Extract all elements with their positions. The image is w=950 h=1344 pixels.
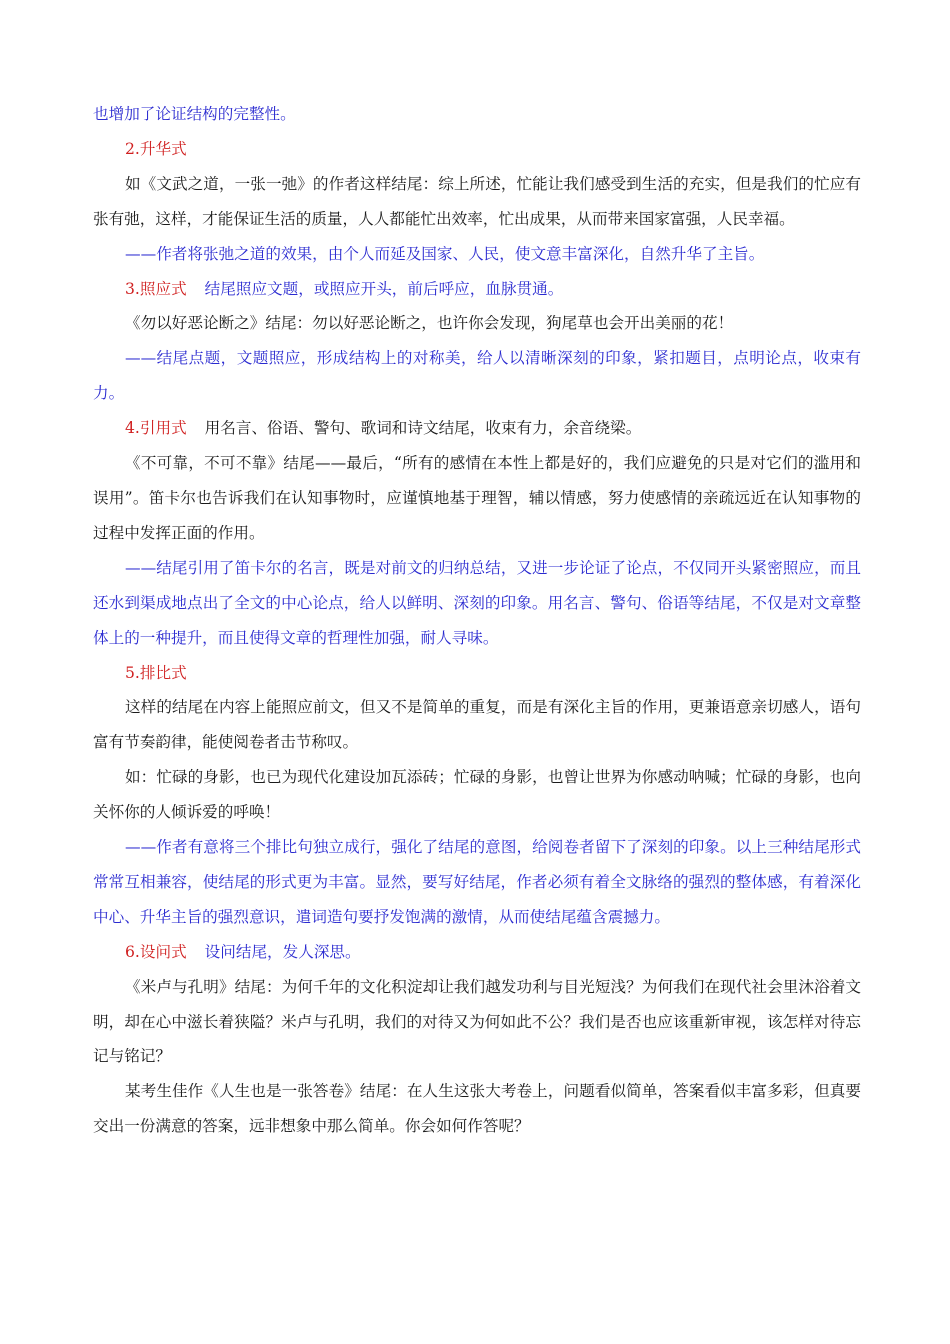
body-paragraph: 如：忙碌的身影，也已为现代化建设加瓦添砖；忙碌的身影，也曾让世界为你感动呐喊；忙碌的身影，也向关怀你的人倾诉爱的呼唤！ <box>93 768 861 822</box>
section-heading-parallelism: 5.排比式 <box>125 663 187 682</box>
section-heading-rhetorical: 6.设问式 <box>125 942 187 961</box>
body-paragraph: 《勿以好恶论断之》结尾：勿以好恶论断之，也许你会发现，狗尾草也会开出美丽的花！ <box>125 314 734 333</box>
section-heading-quote-row <box>93 411 861 446</box>
section-heading-description: 设问结尾，发人深思。 <box>204 942 361 961</box>
comment-paragraph: ——作者将张弛之道的效果，由个人而延及国家、人民，使文意丰富深化，自然升华了主旨。 <box>125 244 765 263</box>
comment-paragraph: ——结尾引用了笛卡尔的名言，既是对前文的归纳总结，又进一步论证了论点，不仅同开头紧密照应，而且还水到渠成地点出了全文的中心论点，给人以鲜明、深刻的印象。用名言、警句、俗语等结尾，不仅是对文章整体上的一种提升，而且使得文章的哲理性加强，耐人寻味。 <box>93 558 861 647</box>
section-heading-echo-row <box>93 272 861 307</box>
body-paragraph: 这样的结尾在内容上能照应前文，但又不是简单的重复，而是有深化主旨的作用，更兼语意亲切感人，语句富有节奏韵律，能使阅卷者击节称叹。 <box>93 698 861 752</box>
body-paragraph: 如《文武之道，一张一弛》的作者这样结尾：综上所述，忙能让我们感受到生活的充实，但是我们的忙应有张有弛，这样，才能保证生活的质量，人人都能忙出效率，忙出成果，从而带来国家富强，人民幸福。 <box>93 174 861 228</box>
section-heading-sublimation: 2.升华式 <box>125 139 187 158</box>
document-page <box>93 97 861 1144</box>
section-heading-quote: 4.引用式 <box>125 419 187 438</box>
section-heading-rhetorical-row <box>93 935 861 970</box>
section-heading-echo: 3.照应式 <box>125 279 187 298</box>
comment-paragraph: ——结尾点题，文题照应，形成结构上的对称美，给人以清晰深刻的印象，紧扣题目，点明论点，收束有力。 <box>93 349 861 403</box>
body-paragraph: 《米卢与孔明》结尾：为何千年的文化积淀却让我们越发功利与目光短浅？为何我们在现代社会里沐浴着文明，却在心中滋长着狭隘？米卢与孔明，我们的对待又为何如此不公？我们是否也应该重新审视，该怎样对待忘记与铭记？ <box>93 977 861 1066</box>
section-heading-description: 用名言、俗语、警句、歌词和诗文结尾，收束有力，余音绕梁。 <box>204 419 642 438</box>
comment-paragraph: ——作者有意将三个排比句独立成行，强化了结尾的意图，给阅卷者留下了深刻的印象。以上三种结尾形式常常互相兼容，使结尾的形式更为丰富。显然，要写好结尾，作者必须有着全文脉络的强烈的整体感，有着深化中心、升华主旨的强烈意识，遣词造句要抒发饱满的激情，从而使结尾蕴含震撼力。 <box>93 838 861 926</box>
section-heading-description: 结尾照应文题，或照应开头，前后呼应，血脉贯通。 <box>204 279 564 298</box>
body-paragraph: 某考生佳作《人生也是一张答卷》结尾：在人生这张大考卷上，问题看似简单，答案看似丰富多彩，但真要交出一份满意的答案，远非想象中那么简单。你会如何作答呢？ <box>93 1082 861 1136</box>
body-paragraph: 《不可靠，不可不靠》结尾——最后，“所有的感情在本性上都是好的，我们应避免的只是对它们的滥用和误用”。笛卡尔也告诉我们在认知事物时，应谨慎地基于理智，辅以情感，努力使感情的亲疏远近在认知事物的过程中发挥正面的作用。 <box>93 454 861 542</box>
comment-paragraph: 也增加了论证结构的完整性。 <box>93 105 296 123</box>
